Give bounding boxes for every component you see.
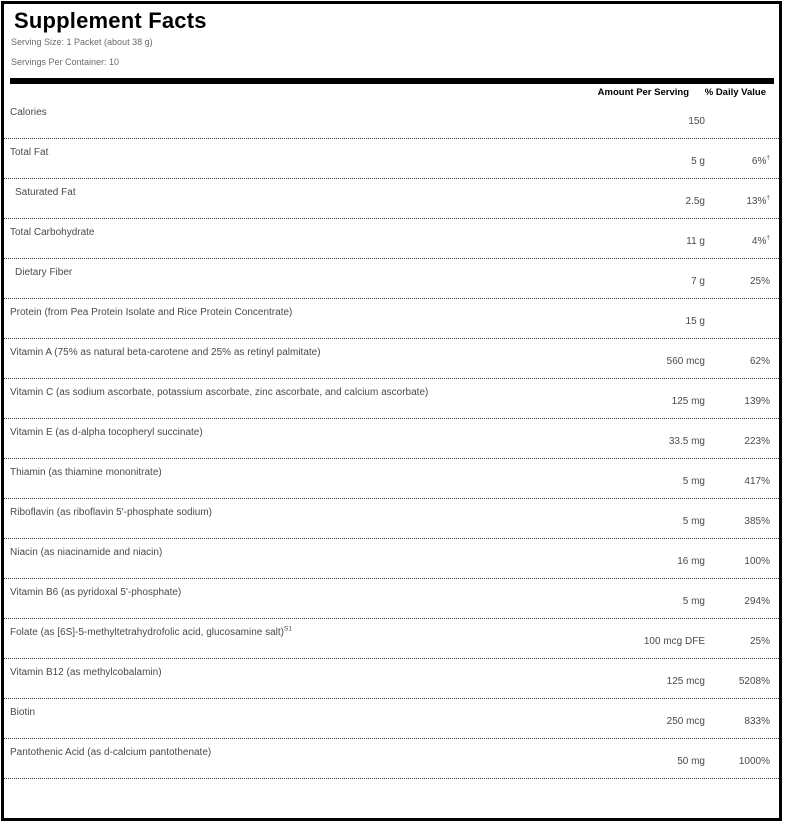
daily-value-dagger: † (766, 154, 770, 162)
nutrient-name: Pantothenic Acid (as d-calcium pantothenate) (10, 747, 212, 758)
nutrient-daily-value: 4%† (751, 234, 770, 247)
nutrient-amount: 11 g (686, 236, 705, 247)
nutrient-amount: 5 mg (682, 516, 705, 527)
nutrient-amount: 560 mcg (666, 356, 705, 367)
nutrient-daily-value: 1000% (738, 756, 770, 767)
serving-size-text: Serving Size: 1 Packet (about 38 g) (11, 37, 153, 47)
nutrient-name: Niacin (as niacinamide and niacin) (10, 547, 163, 558)
daily-value-dagger: † (766, 234, 770, 242)
nutrient-amount: 2.5g (685, 196, 705, 207)
nutrient-amount: 5 g (691, 156, 705, 167)
nutrient-daily-value: 833% (744, 716, 770, 727)
nutrient-daily-value: 6%† (751, 154, 770, 167)
nutrient-name: Vitamin B6 (as pyridoxal 5'-phosphate) (10, 587, 182, 598)
nutrient-name: Protein (from Pea Protein Isolate and Rice Protein Concentrate) (10, 307, 293, 318)
nutrient-amount: 5 mg (682, 596, 705, 607)
nutrient-row (4, 219, 779, 259)
nutrient-name: Total Carbohydrate (10, 227, 95, 238)
nutrient-amount: 16 mg (677, 556, 705, 567)
nutrient-row (4, 699, 779, 739)
nutrient-name: Folate (as [6S]-5-methyltetrahydrofolic acid, glucosamine salt)$^{S1}$ (10, 625, 292, 638)
nutrient-amount: 5 mg (682, 476, 705, 487)
nutrient-name: Riboflavin (as riboflavin 5'-phosphate sodium) (10, 507, 213, 518)
nutrient-daily-value: 25% (749, 636, 770, 647)
nutrient-row (4, 659, 779, 699)
nutrient-amount: 250 mcg (666, 716, 705, 727)
nutrient-daily-value: 385% (744, 516, 770, 527)
nutrient-row (4, 419, 779, 459)
nutrient-row (4, 379, 779, 419)
nutrient-row (4, 339, 779, 379)
nutrient-name-superscript: S1 (284, 625, 292, 633)
daily-value-header: % Daily Value (704, 87, 766, 98)
nutrient-rows (4, 99, 779, 779)
nutrient-name: Vitamin E (as d-alpha tocopheryl succinate) (10, 427, 203, 438)
nutrient-name: Dietary Fiber (15, 267, 73, 278)
label-title: Supplement Facts (14, 8, 207, 33)
nutrient-name: Biotin (10, 707, 36, 718)
nutrient-amount: 33.5 mg (668, 436, 705, 447)
nutrient-name: Vitamin C (as sodium ascorbate, potassium ascorbate, zinc ascorbate, and calcium ascorbate) (10, 387, 429, 398)
nutrient-daily-value: 417% (744, 476, 770, 487)
nutrient-row (4, 99, 779, 139)
nutrient-daily-value: 294% (744, 596, 770, 607)
nutrient-daily-value: 25% (749, 276, 770, 287)
nutrient-row (4, 179, 779, 219)
amount-per-serving-header: Amount Per Serving (597, 87, 689, 98)
nutrient-amount: 50 mg (677, 756, 705, 767)
nutrient-row (4, 739, 779, 779)
nutrient-row (4, 139, 779, 179)
nutrient-name: Vitamin A (75% as natural beta-carotene and 25% as retinyl palmitate) (10, 347, 321, 358)
nutrient-name: Total Fat (10, 147, 49, 158)
nutrient-daily-value: 223% (744, 436, 770, 447)
nutrient-daily-value: 5208% (738, 676, 770, 687)
nutrient-row (4, 539, 779, 579)
servings-per-container-text: Servings Per Container: 10 (11, 57, 120, 67)
nutrient-row (4, 259, 779, 299)
nutrient-daily-value: 62% (749, 356, 770, 367)
nutrient-amount: 7 g (691, 276, 705, 287)
nutrient-daily-value: 139% (744, 396, 770, 407)
nutrient-name: Calories (10, 107, 47, 118)
nutrient-name: Thiamin (as thiamine mononitrate) (10, 467, 162, 478)
nutrient-amount: 15 g (685, 316, 705, 327)
nutrient-name: Saturated Fat (15, 187, 76, 198)
nutrient-row (4, 459, 779, 499)
nutrient-row (4, 619, 779, 659)
nutrient-amount: 125 mcg (666, 676, 705, 687)
daily-value-dagger: † (766, 194, 770, 202)
nutrient-amount: 150 (688, 116, 705, 127)
supplement-facts-label (1, 1, 782, 821)
nutrient-amount: 100 mcg DFE (643, 636, 705, 647)
nutrient-row (4, 579, 779, 619)
nutrient-amount: 125 mg (671, 396, 705, 407)
nutrient-row (4, 299, 779, 339)
column-headers (4, 84, 779, 99)
nutrient-daily-value: 13%† (746, 194, 770, 207)
nutrient-daily-value: 100% (744, 556, 770, 567)
nutrient-row (4, 499, 779, 539)
nutrient-name: Vitamin B12 (as methylcobalamin) (10, 667, 162, 678)
